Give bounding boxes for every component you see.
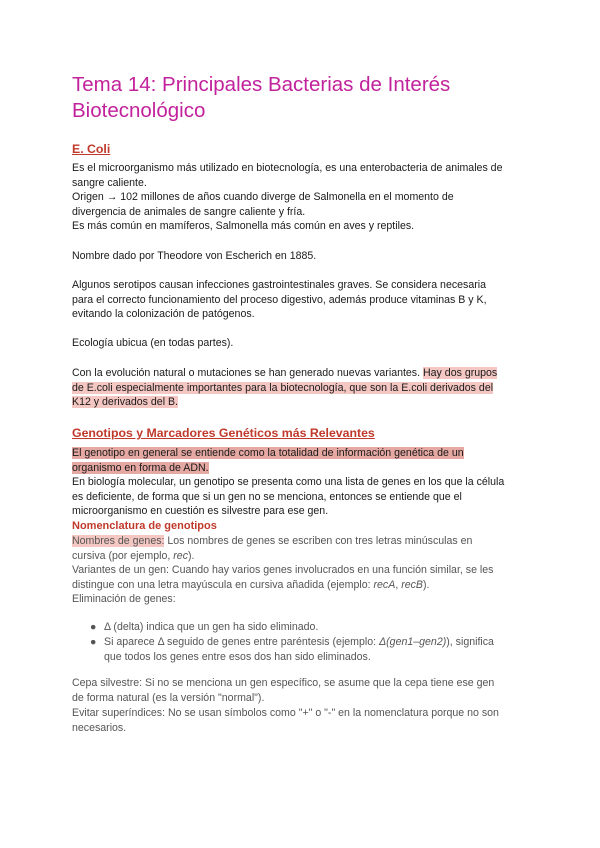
- highlighted-text: K12 y derivados del B.: [72, 396, 178, 409]
- text-line: Es el microorganismo más utilizado en biotecnología, es una enterobacteria de animales de: [72, 162, 503, 174]
- genotipos-paragraph-2: [72, 475, 532, 519]
- bullet-icon: ●: [90, 621, 97, 633]
- genotipos-heading: Genotipos y Marcadores Genéticos más Relevantes: [72, 426, 375, 440]
- text-line: Variantes de un gen: Cuando hay varios genes involucrados en una función similar, se les: [72, 564, 494, 576]
- highlighted-text: Hay dos grupos: [423, 367, 498, 379]
- italic-text: recA: [373, 578, 396, 591]
- text-line: distingue con una letra mayúscula en cursiva añadida (ejemplo:: [72, 578, 374, 591]
- text-line: Origen → 102 millones de años cuando diverge de Salmonella en el momento de: [72, 191, 454, 204]
- highlighted-text: organismo en forma de ADN.: [72, 461, 209, 474]
- title-line-2: Biotecnológico: [72, 99, 206, 122]
- text-line: evitando la colonización de patógenos.: [72, 308, 255, 321]
- eliminacion-label: Eliminación de genes:: [72, 593, 176, 605]
- ecoli-paragraph-1: [72, 161, 532, 234]
- title-line-1: Tema 14: Principales Bacterias de Interés: [72, 73, 451, 96]
- text-line: ).: [188, 549, 195, 562]
- variantes-paragraph: [72, 563, 532, 592]
- text-line: Algunos serotipos causan infecciones gastrointestinales graves. Se considera necesaria: [72, 279, 486, 291]
- nomenclatura-subheading: Nomenclatura de genotipos: [72, 520, 217, 532]
- text-line: Cepa silvestre: Si no se menciona un gen específico, se asume que la cepa tiene ese gen: [72, 677, 495, 689]
- text-line: de forma natural (es la versión "normal").: [72, 691, 265, 704]
- bullet-icon: ●: [90, 636, 97, 648]
- text-line: Los nombres de genes se escriben con tres letras minúsculas en: [164, 535, 473, 547]
- bullet-item-2: [90, 635, 544, 664]
- ecoli-heading: E. Coli: [72, 142, 111, 156]
- genotipos-paragraph-1: [72, 446, 532, 475]
- highlighted-text: Nombres de genes:: [72, 535, 165, 547]
- cepa-silvestre-paragraph: [72, 676, 532, 705]
- text-line: ).: [423, 578, 430, 591]
- ecoli-paragraph-5: [72, 366, 532, 410]
- text-line: cursiva (por ejemplo,: [72, 549, 174, 562]
- text-line: necesarios.: [72, 721, 127, 734]
- italic-text: Δ(gen1–gen2): [379, 636, 447, 648]
- text-line: microorganismo en cuestión es silvestre para ese gen.: [72, 505, 329, 518]
- nombres-de-genes-paragraph: [72, 534, 532, 563]
- highlighted-text: de E.coli especialmente importantes para la biotecnología, que son la E.coli derivados del: [72, 381, 494, 394]
- italic-text: recB: [401, 578, 423, 591]
- text-line: Δ (delta) indica que un gen ha sido eliminado.: [104, 621, 319, 633]
- text-line: para el correcto funcionamiento del proceso digestivo, además produce vitaminas B y K,: [72, 293, 487, 306]
- ecoli-paragraph-4: Ecología ubicua (en todas partes).: [72, 337, 234, 349]
- text-line: sangre caliente.: [72, 176, 147, 189]
- text-line: es deficiente, de forma que si un gen no se menciona, entonces se entiende que el: [72, 490, 462, 503]
- bullet-item-1: [90, 620, 544, 635]
- text-line: Con la evolución natural o mutaciones se han generado nuevas variantes.: [72, 367, 421, 379]
- ecoli-paragraph-3: [72, 278, 532, 322]
- text-line: divergencia de animales de sangre caliente y fría.: [72, 205, 306, 218]
- evitar-superindices-paragraph: [72, 706, 532, 735]
- text-line: ), significa: [446, 636, 494, 648]
- text-line: ,: [395, 578, 402, 591]
- text-line: Evitar superíndices: No se usan símbolos como "+" o "-" en la nomenclatura porque no son: [72, 707, 499, 719]
- ecoli-paragraph-2: Nombre dado por Theodore von Escherich en 1885.: [72, 250, 317, 262]
- highlighted-text: El genotipo en general se entiende como la totalidad de información genética de un: [72, 447, 464, 459]
- text-line: En biología molecular, un genotipo se presenta como una lista de genes en los que la célula: [72, 476, 505, 488]
- text-line: Si aparece Δ seguido de genes entre paréntesis (ejemplo:: [104, 636, 380, 648]
- document-title: [72, 72, 532, 124]
- text-line: Es más común en mamíferos, Salmonella más común en aves y reptiles.: [72, 220, 415, 233]
- text-line: que todos los genes entre esos dos han sido eliminados.: [104, 650, 371, 663]
- italic-text: rec: [173, 549, 188, 562]
